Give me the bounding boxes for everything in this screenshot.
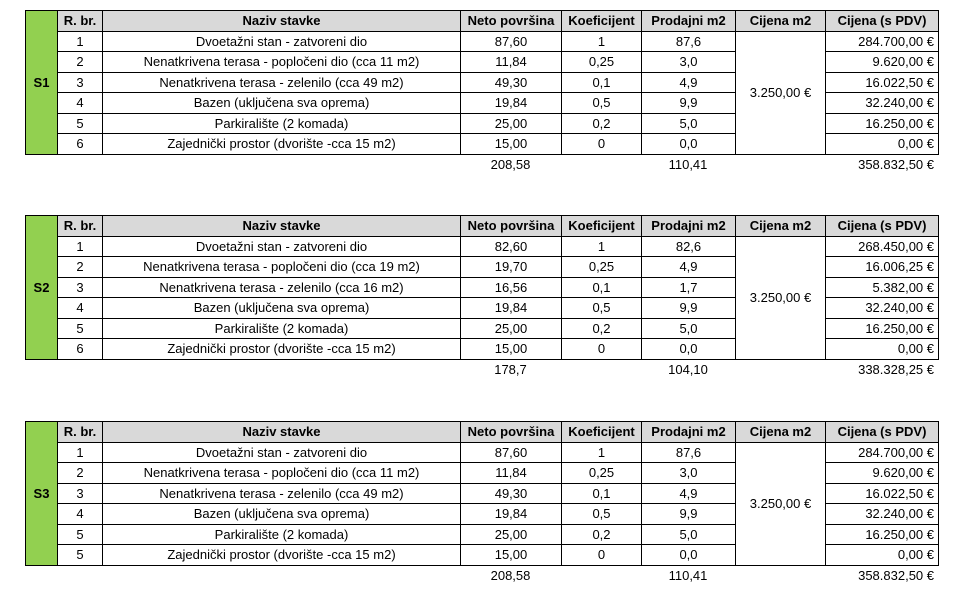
row-name: Bazen (uključena sva oprema) — [103, 298, 461, 319]
header-cijena-m2: Cijena m2 — [736, 216, 826, 237]
row-sale-area: 3,0 — [642, 463, 736, 484]
row-number: 4 — [58, 93, 103, 114]
row-name: Dvoetažni stan - zatvoreni dio — [103, 31, 461, 52]
row-sale-area: 9,9 — [642, 93, 736, 114]
row-sale-area: 5,0 — [642, 524, 736, 545]
row-number: 5 — [58, 318, 103, 339]
row-name: Nenatkrivena terasa - popločeni dio (cca 11 m2) — [103, 52, 461, 73]
price-table — [25, 421, 939, 566]
row-price: 268.450,00 € — [826, 236, 939, 257]
table-row — [26, 442, 939, 463]
row-number: 6 — [58, 339, 103, 360]
table-row — [26, 236, 939, 257]
row-name: Nenatkrivena terasa - zelenilo (cca 16 m2) — [103, 277, 461, 298]
row-coef: 0 — [562, 134, 642, 155]
row-name: Zajednički prostor (dvorište -cca 15 m2) — [103, 545, 461, 566]
table-row — [26, 31, 939, 52]
row-name: Parkiralište (2 komada) — [103, 318, 461, 339]
price-per-m2: 3.250,00 € — [736, 31, 826, 154]
row-number: 1 — [58, 236, 103, 257]
row-sale-area: 0,0 — [642, 339, 736, 360]
row-coef: 1 — [562, 31, 642, 52]
row-price: 16.250,00 € — [826, 318, 939, 339]
row-price: 16.006,25 € — [826, 257, 939, 278]
row-coef: 0,5 — [562, 93, 642, 114]
row-price: 32.240,00 € — [826, 298, 939, 319]
row-name: Nenatkrivena terasa - zelenilo (cca 49 m2) — [103, 483, 461, 504]
row-price: 16.022,50 € — [826, 72, 939, 93]
unit-table-s3 — [25, 421, 938, 586]
row-sale-area: 87,6 — [642, 31, 736, 52]
row-area: 15,00 — [461, 339, 562, 360]
row-price: 0,00 € — [826, 545, 939, 566]
header-cijena-pdv: Cijena (s PDV) — [826, 11, 939, 32]
row-sale-area: 87,6 — [642, 442, 736, 463]
row-price: 16.022,50 € — [826, 483, 939, 504]
header-rbr: R. br. — [58, 11, 103, 32]
totals-row — [25, 360, 938, 380]
row-number: 2 — [58, 257, 103, 278]
header-neto: Neto površina — [461, 216, 562, 237]
price-table — [25, 215, 939, 360]
row-coef: 0,1 — [562, 277, 642, 298]
row-price: 284.700,00 € — [826, 31, 939, 52]
total-price: 358.832,50 € — [858, 157, 934, 172]
header-prodajni: Prodajni m2 — [642, 216, 736, 237]
row-number: 2 — [58, 52, 103, 73]
unit-label: S3 — [26, 422, 58, 566]
row-area: 19,84 — [461, 298, 562, 319]
row-number: 5 — [58, 545, 103, 566]
header-naziv: Naziv stavke — [103, 216, 461, 237]
total-area: 178,7 — [494, 362, 527, 377]
header-row — [26, 11, 939, 32]
row-price: 284.700,00 € — [826, 442, 939, 463]
row-coef: 0,1 — [562, 483, 642, 504]
row-sale-area: 9,9 — [642, 298, 736, 319]
row-number: 3 — [58, 72, 103, 93]
row-area: 16,56 — [461, 277, 562, 298]
row-number: 6 — [58, 134, 103, 155]
row-area: 49,30 — [461, 483, 562, 504]
row-sale-area: 0,0 — [642, 134, 736, 155]
row-name: Dvoetažni stan - zatvoreni dio — [103, 442, 461, 463]
header-koef: Koeficijent — [562, 216, 642, 237]
row-coef: 1 — [562, 236, 642, 257]
header-koef: Koeficijent — [562, 422, 642, 443]
header-neto: Neto površina — [461, 11, 562, 32]
header-row — [26, 216, 939, 237]
total-sale-area: 110,41 — [668, 568, 708, 583]
row-name: Zajednički prostor (dvorište -cca 15 m2) — [103, 134, 461, 155]
row-sale-area: 3,0 — [642, 52, 736, 73]
header-cijena-pdv: Cijena (s PDV) — [826, 422, 939, 443]
header-koef: Koeficijent — [562, 11, 642, 32]
row-sale-area: 82,6 — [642, 236, 736, 257]
row-price: 32.240,00 € — [826, 93, 939, 114]
row-area: 19,84 — [461, 504, 562, 525]
row-number: 4 — [58, 298, 103, 319]
totals-row — [25, 566, 938, 586]
row-name: Nenatkrivena terasa - popločeni dio (cca 19 m2) — [103, 257, 461, 278]
row-number: 2 — [58, 463, 103, 484]
row-area: 19,70 — [461, 257, 562, 278]
row-name: Dvoetažni stan - zatvoreni dio — [103, 236, 461, 257]
row-sale-area: 4,9 — [642, 72, 736, 93]
row-price: 0,00 € — [826, 134, 939, 155]
row-name: Parkiralište (2 komada) — [103, 113, 461, 134]
header-naziv: Naziv stavke — [103, 11, 461, 32]
row-coef: 0,25 — [562, 257, 642, 278]
row-coef: 0,1 — [562, 72, 642, 93]
row-area: 15,00 — [461, 134, 562, 155]
row-sale-area: 4,9 — [642, 257, 736, 278]
row-name: Bazen (uključena sva oprema) — [103, 93, 461, 114]
row-sale-area: 5,0 — [642, 318, 736, 339]
row-coef: 0,25 — [562, 463, 642, 484]
row-area: 25,00 — [461, 524, 562, 545]
row-number: 3 — [58, 277, 103, 298]
row-number: 5 — [58, 113, 103, 134]
row-coef: 0,2 — [562, 318, 642, 339]
row-coef: 0,2 — [562, 524, 642, 545]
unit-label: S1 — [26, 11, 58, 155]
row-name: Nenatkrivena terasa - popločeni dio (cca 11 m2) — [103, 463, 461, 484]
row-sale-area: 1,7 — [642, 277, 736, 298]
row-number: 5 — [58, 524, 103, 545]
row-price: 0,00 € — [826, 339, 939, 360]
row-area: 25,00 — [461, 318, 562, 339]
row-price: 16.250,00 € — [826, 524, 939, 545]
row-area: 11,84 — [461, 463, 562, 484]
row-sale-area: 9,9 — [642, 504, 736, 525]
header-rbr: R. br. — [58, 422, 103, 443]
header-cijena-m2: Cijena m2 — [736, 11, 826, 32]
total-price: 358.832,50 € — [858, 568, 934, 583]
row-area: 49,30 — [461, 72, 562, 93]
row-area: 25,00 — [461, 113, 562, 134]
header-rbr: R. br. — [58, 216, 103, 237]
header-prodajni: Prodajni m2 — [642, 11, 736, 32]
row-area: 19,84 — [461, 93, 562, 114]
total-price: 338.328,25 € — [858, 362, 934, 377]
header-prodajni: Prodajni m2 — [642, 422, 736, 443]
unit-label: S2 — [26, 216, 58, 360]
total-sale-area: 104,10 — [668, 362, 708, 377]
row-sale-area: 0,0 — [642, 545, 736, 566]
totals-row — [25, 155, 938, 175]
row-number: 1 — [58, 31, 103, 52]
row-coef: 0,5 — [562, 504, 642, 525]
row-price: 9.620,00 € — [826, 52, 939, 73]
row-sale-area: 4,9 — [642, 483, 736, 504]
header-cijena-m2: Cijena m2 — [736, 422, 826, 443]
price-table — [25, 10, 939, 155]
row-name: Bazen (uključena sva oprema) — [103, 504, 461, 525]
row-name: Parkiralište (2 komada) — [103, 524, 461, 545]
row-coef: 0,25 — [562, 52, 642, 73]
price-per-m2: 3.250,00 € — [736, 442, 826, 565]
price-per-m2: 3.250,00 € — [736, 236, 826, 359]
row-name: Zajednički prostor (dvorište -cca 15 m2) — [103, 339, 461, 360]
header-naziv: Naziv stavke — [103, 422, 461, 443]
row-area: 15,00 — [461, 545, 562, 566]
row-number: 1 — [58, 442, 103, 463]
unit-table-s2 — [25, 215, 938, 380]
row-coef: 1 — [562, 442, 642, 463]
header-neto: Neto površina — [461, 422, 562, 443]
row-area: 11,84 — [461, 52, 562, 73]
row-number: 4 — [58, 504, 103, 525]
row-area: 87,60 — [461, 442, 562, 463]
row-area: 82,60 — [461, 236, 562, 257]
total-area: 208,58 — [490, 157, 531, 172]
row-coef: 0 — [562, 545, 642, 566]
row-price: 5.382,00 € — [826, 277, 939, 298]
row-coef: 0 — [562, 339, 642, 360]
total-sale-area: 110,41 — [668, 157, 708, 172]
row-area: 87,60 — [461, 31, 562, 52]
row-name: Nenatkrivena terasa - zelenilo (cca 49 m2) — [103, 72, 461, 93]
row-coef: 0,2 — [562, 113, 642, 134]
total-area: 208,58 — [490, 568, 531, 583]
row-number: 3 — [58, 483, 103, 504]
row-sale-area: 5,0 — [642, 113, 736, 134]
row-price: 9.620,00 € — [826, 463, 939, 484]
header-row — [26, 422, 939, 443]
unit-table-s1 — [25, 10, 938, 175]
row-coef: 0,5 — [562, 298, 642, 319]
row-price: 16.250,00 € — [826, 113, 939, 134]
row-price: 32.240,00 € — [826, 504, 939, 525]
header-cijena-pdv: Cijena (s PDV) — [826, 216, 939, 237]
